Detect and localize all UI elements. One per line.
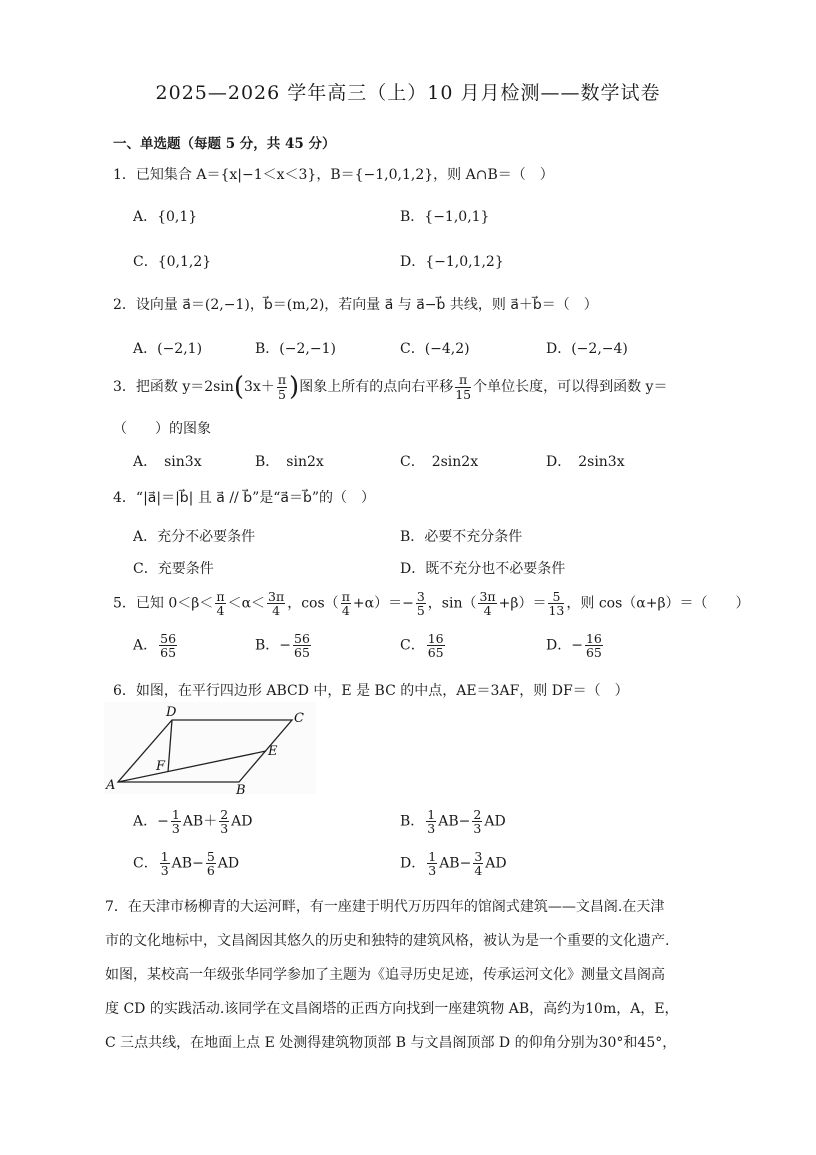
- q1-option-a[interactable]: A．{0,1}: [133, 209, 198, 225]
- q2-option-a[interactable]: A．(−2,1): [133, 341, 203, 357]
- q3-stem-b: 图象上所有的点向右平移: [299, 379, 454, 395]
- q3-shift-fraction: $\frac{\pi}{15}$: [455, 372, 472, 402]
- q2-option-d[interactable]: D．(−2,−4): [546, 341, 628, 357]
- q6-option-d[interactable]: D． $\frac{1}{3}$ AB− $\frac{3}{4}$ AD: [400, 849, 507, 879]
- label-e: E: [268, 744, 278, 759]
- q3-option-d[interactable]: D． 2sin3x: [546, 454, 625, 470]
- question-5-stem: 5．已知 0＜β＜ $\frac{\pi}{4}$ ＜α＜ $\frac{3\pi}{4}$ ，cos（ $\frac{\pi}{4}$ +α）＝− $\frac{3}{5}$ ，sin（ $\frac{3\pi}{4}$ +β）＝ $\frac{5}{13}$ ，则 cos（α+β）＝（ ）: [113, 589, 750, 619]
- q4-option-a[interactable]: A．充分不必要条件: [133, 529, 256, 545]
- q1-option-b[interactable]: B．{−1,0,1}: [400, 209, 490, 225]
- q7-line: 7．在天津市杨柳青的大运河畔，有一座建于明代万历四年的馆阁式建筑——文昌阁.在天津: [105, 899, 665, 915]
- q3-arg-fraction: $\frac{\pi}{5}$: [277, 372, 287, 402]
- label-a: A: [106, 778, 116, 793]
- parallelogram-figure: [104, 702, 316, 794]
- section-heading: 一、单选题（每题 5 分，共 45 分）: [113, 136, 336, 152]
- label-b: B: [236, 783, 246, 794]
- q3-stem-d: （ ）的图象: [113, 421, 211, 437]
- q4-option-d[interactable]: D．既不充分也不必要条件: [400, 561, 566, 577]
- q3-option-c[interactable]: C． 2sin2x: [400, 454, 479, 470]
- q1-option-d[interactable]: D．{−1,0,1,2}: [400, 254, 504, 270]
- q7-line: C 三点共线，在地面上点 E 处测得建筑物顶部 B 与文昌阁顶部 D 的仰角分别为30°和45°，: [105, 1035, 677, 1051]
- question-2-stem: 2．设向量 a⃗＝(2,−1)，b⃗＝(m,2)，若向量 a⃗ 与 a⃗−b⃗ 共线，则 a⃗＋b⃗＝（ ）: [113, 297, 598, 313]
- q2-option-b[interactable]: B．(−2,−1): [255, 341, 336, 357]
- label-d: D: [166, 705, 177, 720]
- q5-option-a[interactable]: A． $\frac{56}{65}$: [133, 631, 177, 661]
- q3-option-b[interactable]: B． sin2x: [255, 454, 324, 470]
- q1-option-c[interactable]: C．{0,1,2}: [133, 254, 212, 270]
- question-3-stem: 3．把函数 y＝2sin(3x＋ $\frac{\pi}{5}$ )图象上所有的点向右平移 $\frac{\pi}{15}$ 个单位长度，可以得到函数 y＝: [113, 372, 668, 402]
- q3-arg-prefix: 3x＋: [244, 379, 275, 395]
- q7-line: 度 CD 的实践活动.该同学在文昌阁塔的正西方向找到一座建筑物 AB，高约为10m，A，E，: [105, 1001, 679, 1017]
- q3-stem-c: 个单位长度，可以得到函数 y＝: [473, 379, 668, 395]
- label-f: F: [156, 759, 166, 774]
- label-c: C: [294, 711, 304, 726]
- question-4-stem: 4．“|a⃗|＝|b⃗| 且 a⃗ // b⃗”是“a⃗＝b⃗”的（ ）: [113, 490, 376, 506]
- page-title: 2025—2026 学年高三（上）10 月月检测——数学试卷: [155, 82, 661, 104]
- q7-line: 市的文化地标中，文昌阁因其悠久的历史和独特的建筑风格，被认为是一个重要的文化遗产.: [105, 933, 670, 949]
- q6-option-b[interactable]: B． $\frac{1}{3}$ AB− $\frac{2}{3}$ AD: [400, 807, 506, 837]
- q5-option-b[interactable]: B．− $\frac{56}{65}$: [255, 631, 310, 661]
- q7-line: 如图，某校高一年级张华同学参加了主题为《追寻历史足迹，传承运河文化》测量文昌阁高: [105, 967, 665, 983]
- q5-option-d[interactable]: D．− $\frac{16}{65}$: [546, 631, 602, 661]
- q6-option-c[interactable]: C． $\frac{1}{3}$ AB− $\frac{5}{6}$ AD: [133, 849, 240, 879]
- q6-option-a[interactable]: A．− $\frac{1}{3}$ AB＋ $\frac{2}{3}$ AD: [133, 807, 253, 837]
- q3-option-a[interactable]: A． sin3x: [133, 454, 202, 470]
- q5-option-c[interactable]: C． $\frac{16}{65}$: [400, 631, 444, 661]
- question-7-text: [105, 890, 679, 1060]
- q3-stem-a: 3．把函数 y＝2sin: [113, 379, 234, 395]
- q2-option-c[interactable]: C．(−4,2): [400, 341, 470, 357]
- question-1-stem: 1．已知集合 A＝{x|−1＜x＜3}，B＝{−1,0,1,2}，则 A∩B＝（ ）: [113, 167, 554, 183]
- q4-option-c[interactable]: C．充要条件: [133, 561, 214, 577]
- q4-option-b[interactable]: B．必要不充分条件: [400, 529, 523, 545]
- question-6-stem: 6．如图，在平行四边形 ABCD 中，E 是 BC 的中点，AE＝3AF，则 DF＝（ ）: [113, 683, 629, 699]
